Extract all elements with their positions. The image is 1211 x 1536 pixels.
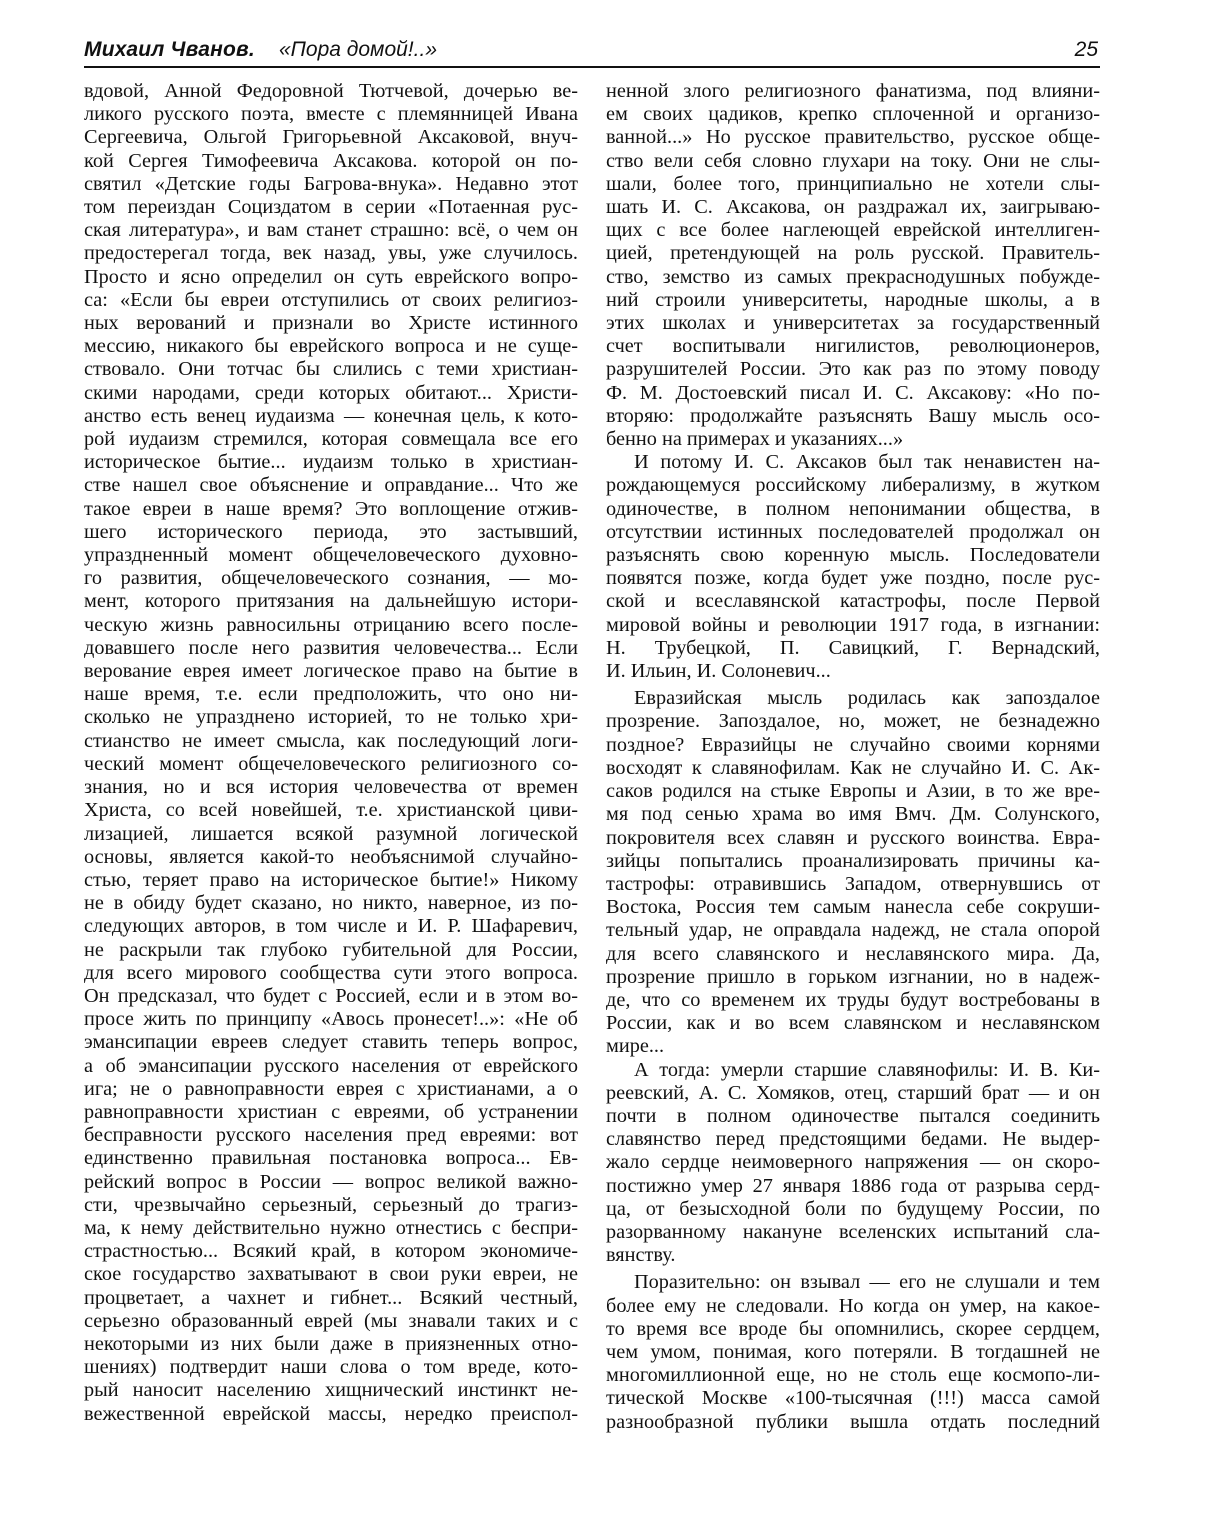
text-line: ствовало. Они тотчас бы слились с теми христиан- bbox=[84, 358, 578, 381]
text-line: саков родился на стыке Европы и Азии, в то же вре- bbox=[606, 780, 1100, 803]
text-line: реевский, А. С. Хомяков, отец, старший брат — и он bbox=[606, 1081, 1100, 1104]
right-text-column bbox=[606, 80, 1100, 1520]
text-line: ем своих цадиков, крепко сплоченной и организо- bbox=[606, 103, 1100, 126]
text-line: равноправности христиан с евреями, об устранении bbox=[84, 1100, 578, 1123]
text-line: вдовой, Анной Федоровной Тютчевой, дочерью ве- bbox=[84, 80, 578, 102]
text-line: наше время, т.е. если предположить, что оно ни- bbox=[84, 683, 578, 706]
text-line: ца, от безысходной боли по будущему России, по bbox=[606, 1197, 1100, 1220]
text-line: ненной злого религиозного фанатизма, под влияни- bbox=[606, 80, 1100, 102]
text-line: Поразительно: он взывал — его не слушали и тем bbox=[634, 1271, 1100, 1294]
text-line: са: «Если бы евреи отступились от своих религиоз- bbox=[84, 288, 578, 311]
header-author: Михаил Чванов. bbox=[84, 38, 255, 61]
text-line: предостерегал тогда, век назад, увы, уже случилось. bbox=[84, 242, 578, 265]
text-line: ческий момент общечеловеческого религиозного со- bbox=[84, 752, 578, 775]
text-line: шать И. С. Аксакова, он раздражал их, заигрываю- bbox=[606, 196, 1100, 219]
text-line: единственно правильная постановка вопроса... Ев- bbox=[84, 1147, 578, 1170]
text-line: более ему не следовали. Но когда он умер, на какое- bbox=[606, 1294, 1100, 1317]
text-line: Христа, со всей новейшей, т.е. христианской циви- bbox=[84, 799, 578, 822]
text-line: ных верований и признали во Христе истинного bbox=[84, 312, 578, 335]
text-line: И. Ильин, И. Солоневич... bbox=[606, 660, 831, 683]
text-line: постижно умер 27 января 1886 года от разрыва серд- bbox=[606, 1174, 1100, 1197]
text-line: Просто и ясно определил он суть еврейского вопро- bbox=[84, 265, 578, 288]
text-line: ство вели себя словно глухари на току. Они не слы- bbox=[606, 149, 1100, 172]
text-line: России, как и во всем славянском и неславянском bbox=[606, 1012, 1100, 1035]
left-text-column bbox=[84, 80, 578, 1520]
text-line: Н. Трубецкой, П. Савицкий, Г. Вернадский, bbox=[606, 636, 1100, 659]
text-line: рый наносит населению хищнический инстинкт не- bbox=[84, 1379, 578, 1402]
text-line: знания, но и вся история человечества от времен bbox=[84, 776, 578, 799]
text-line: основы, является какой-то необъяснимой случайно- bbox=[84, 845, 578, 868]
text-line: ской и всеславянской катастрофы, после Первой bbox=[606, 590, 1100, 613]
text-line: мире... bbox=[606, 1035, 665, 1058]
text-line: А тогда: умерли старшие славянофилы: И. В. Ки- bbox=[634, 1058, 1100, 1081]
text-line: а об эмансипации русского населения от еврейского bbox=[84, 1054, 578, 1077]
text-line: следующих авторов, в том числе и И. Р. Шафаревич, bbox=[84, 915, 578, 938]
text-line: Сергеевича, Ольгой Григорьевной Аксаковой, внуч- bbox=[84, 126, 578, 149]
text-line: верование еврея имеет логическое право на бытие в bbox=[84, 660, 578, 683]
text-line: тельный удар, не оправдала надежд, не стала опорой bbox=[606, 919, 1100, 942]
text-line: появятся позже, когда будет уже поздно, после рус- bbox=[606, 567, 1100, 590]
text-line: ческую жизнь равносильны отрицанию всего после- bbox=[84, 613, 578, 636]
text-line: мировой войны и революции 1917 года, в изгнании: bbox=[606, 613, 1100, 636]
text-line: стве нашел свое объяснение и оправдание... Что же bbox=[84, 474, 578, 497]
text-line: счет воспитывали нигилистов, революционеров, bbox=[606, 335, 1100, 358]
text-line: щих с все более наглеющей еврейской интеллиген- bbox=[606, 219, 1100, 242]
text-line: ига; не о равноправности еврея с христианами, а о bbox=[84, 1077, 578, 1100]
text-line: некоторыми из них были даже в приязненных отно- bbox=[84, 1332, 578, 1355]
text-line: стью, теряет право на историческое бытие!» Никому bbox=[84, 868, 578, 891]
text-line: том переиздан Социздатом в серии «Потаенная рус- bbox=[84, 196, 578, 219]
text-line: жало сердце неимоверного напряжения — он скоро- bbox=[606, 1151, 1100, 1174]
text-line: для всего мирового сообщества сути этого вопроса. bbox=[84, 961, 578, 984]
text-line: покровителя всех славян и русского воинства. Евра- bbox=[606, 826, 1100, 849]
text-line: процветает, а чахнет и гибнет... Всякий честный, bbox=[84, 1286, 578, 1309]
text-line: упраздненный момент общечеловеческого духовно- bbox=[84, 544, 578, 567]
running-header bbox=[84, 36, 1100, 68]
text-line: мент, которого притязания на дальнейшую истори- bbox=[84, 590, 578, 613]
text-line: Ф. М. Достоевский писал И. С. Аксакову: «Но по- bbox=[606, 381, 1100, 404]
text-line: историческое бытие... иудаизм только в христиан- bbox=[84, 451, 578, 474]
text-line: Евразийская мысль родилась как запоздалое bbox=[634, 687, 1100, 710]
text-line: такое евреи в наше время? Это воплощение отжив- bbox=[84, 497, 578, 520]
text-line: ская литература», и вам станет страшно: всё, о чем он bbox=[84, 219, 578, 242]
page-number: 25 bbox=[1074, 38, 1098, 61]
text-line: страстностью... Всякий край, в котором экономиче- bbox=[84, 1240, 578, 1263]
text-line: ство, земство из самых прекраснодушных побужде- bbox=[606, 265, 1100, 288]
text-line: стианство не имеет смысла, как последующий логи- bbox=[84, 729, 578, 752]
text-line: рождающемуся российскому либерализму, в жутком bbox=[606, 474, 1100, 497]
text-line: разъяснять свою коренную мысль. Последователи bbox=[606, 544, 1100, 567]
text-line: шениях) подтвердит наши слова о том вреде, кото- bbox=[84, 1356, 578, 1379]
text-line: рейский вопрос в России — вопрос великой важно- bbox=[84, 1170, 578, 1193]
text-line: ское государство захватывают в свои руки евреи, не bbox=[84, 1263, 578, 1286]
text-line: кой Сергея Тимофеевича Аксакова. которой он по- bbox=[84, 149, 578, 172]
text-line: И потому И. С. Аксаков был так ненавистен на- bbox=[634, 451, 1100, 474]
text-line: сти, чрезвычайно серьезный, серьезный до трагиз- bbox=[84, 1193, 578, 1216]
text-line: шали, более того, принципиально не хотели слы- bbox=[606, 172, 1100, 195]
text-line: для всего славянского и неславянского мира. Да, bbox=[606, 942, 1100, 965]
text-line: просе жить по принципу «Авось пронесет!..»: «Не об bbox=[84, 1008, 578, 1031]
text-line: чем умом, понимая, кого потеряли. В тогдашней не bbox=[606, 1340, 1100, 1363]
header-title: «Пора домой!..» bbox=[279, 38, 437, 61]
text-line: прозрение пришло в горьком изгнании, но в надеж- bbox=[606, 965, 1100, 988]
text-line: ма, к нему действительно нужно отнестись с беспри- bbox=[84, 1216, 578, 1239]
text-line: де, что со временем их труды будут востребованы в bbox=[606, 988, 1100, 1011]
text-line: ванной...» Но русское правительство, русское обще- bbox=[606, 126, 1100, 149]
text-line: не раскрыли так глубоко губительной для России, bbox=[84, 938, 578, 961]
text-line: этих школах и университетах за государственный bbox=[606, 312, 1100, 335]
text-line: зийцы попытались проанализировать причины ка- bbox=[606, 849, 1100, 872]
text-line: отсутствии истинных последователей продолжал он bbox=[606, 520, 1100, 543]
text-line: тической Москве «100-тысячная (!!!) масса самой bbox=[606, 1387, 1100, 1410]
text-line: вторяю: продолжайте разъяснять Вашу мысль осо- bbox=[606, 404, 1100, 427]
text-line: почти в полном одиночестве пытался соединить bbox=[606, 1104, 1100, 1127]
text-line: сколько не упразднено историей, то не только хри- bbox=[84, 706, 578, 729]
text-line: разрушителей России. Это как раз по этому поводу bbox=[606, 358, 1100, 381]
text-line: тастрофы: отравившись Западом, отвернувшись от bbox=[606, 872, 1100, 895]
text-line: не в обиду будет сказано, но никто, наверное, из по- bbox=[84, 892, 578, 915]
text-line: ликого русского поэта, вместе с племянницей Ивана bbox=[84, 103, 578, 126]
text-line: рой иудаизм стремился, которая совмещала все его bbox=[84, 428, 578, 451]
text-line: многомиллионной еще, но не столь еще космопо-ли- bbox=[606, 1364, 1100, 1387]
text-line: серьезно образованный еврей (мы знавали таких и с bbox=[84, 1309, 578, 1332]
text-line: бенно на примерах и указаниях...» bbox=[606, 428, 904, 451]
text-line: поздное? Евразийцы не случайно своими корнями bbox=[606, 733, 1100, 756]
text-line: вежественной еврейской массы, нередко преиспол- bbox=[84, 1402, 578, 1425]
text-line: бесправности русского населения пред евреями: вот bbox=[84, 1124, 578, 1147]
text-line: лизацией, лишается всякой разумной логической bbox=[84, 822, 578, 845]
text-line: вянству. bbox=[606, 1244, 676, 1267]
text-line: цией, претендующей на роль русской. Правитель- bbox=[606, 242, 1100, 265]
text-line: то время все вроде бы опомнились, скорее сердцем, bbox=[606, 1317, 1100, 1340]
text-line: Востока, Россия тем самым нанесла себе сокруши- bbox=[606, 896, 1100, 919]
text-line: скими народами, среди которых обитают... Христи- bbox=[84, 381, 578, 404]
text-line: Он предсказал, что будет с Россией, если и в этом во- bbox=[84, 984, 578, 1007]
text-line: мя под сенью храма во имя Вмч. Дм. Солунского, bbox=[606, 803, 1100, 826]
text-line: разнообразной публики вышла отдать последний bbox=[606, 1410, 1100, 1433]
text-line: разорванному накануне вселенских испытаний сла- bbox=[606, 1220, 1100, 1243]
text-line: святил «Детские годы Багрова-внука». Недавно этот bbox=[84, 172, 578, 195]
text-line: довавшего после него развития человечества... Если bbox=[84, 636, 578, 659]
text-line: восходят к славянофилам. Как не случайно И. С. Ак- bbox=[606, 756, 1100, 779]
text-line: го развития, общечеловеческого сознания, — мо- bbox=[84, 567, 578, 590]
text-line: эмансипации евреев следует ставить теперь вопрос, bbox=[84, 1031, 578, 1054]
text-line: мессию, никакого бы еврейского вопроса и не суще- bbox=[84, 335, 578, 358]
text-line: одиночестве, в полном непонимании общества, в bbox=[606, 497, 1100, 520]
text-line: ний строили университеты, народные школы, а в bbox=[606, 288, 1100, 311]
text-line: анство есть венец иудаизма — конечная цель, к кото- bbox=[84, 404, 578, 427]
text-line: славянство перед предстоящими бедами. Не выдер- bbox=[606, 1128, 1100, 1151]
text-line: прозрение. Запоздалое, но, может, не безнадежно bbox=[606, 710, 1100, 733]
text-line: шего исторического периода, это застывший, bbox=[84, 520, 578, 543]
